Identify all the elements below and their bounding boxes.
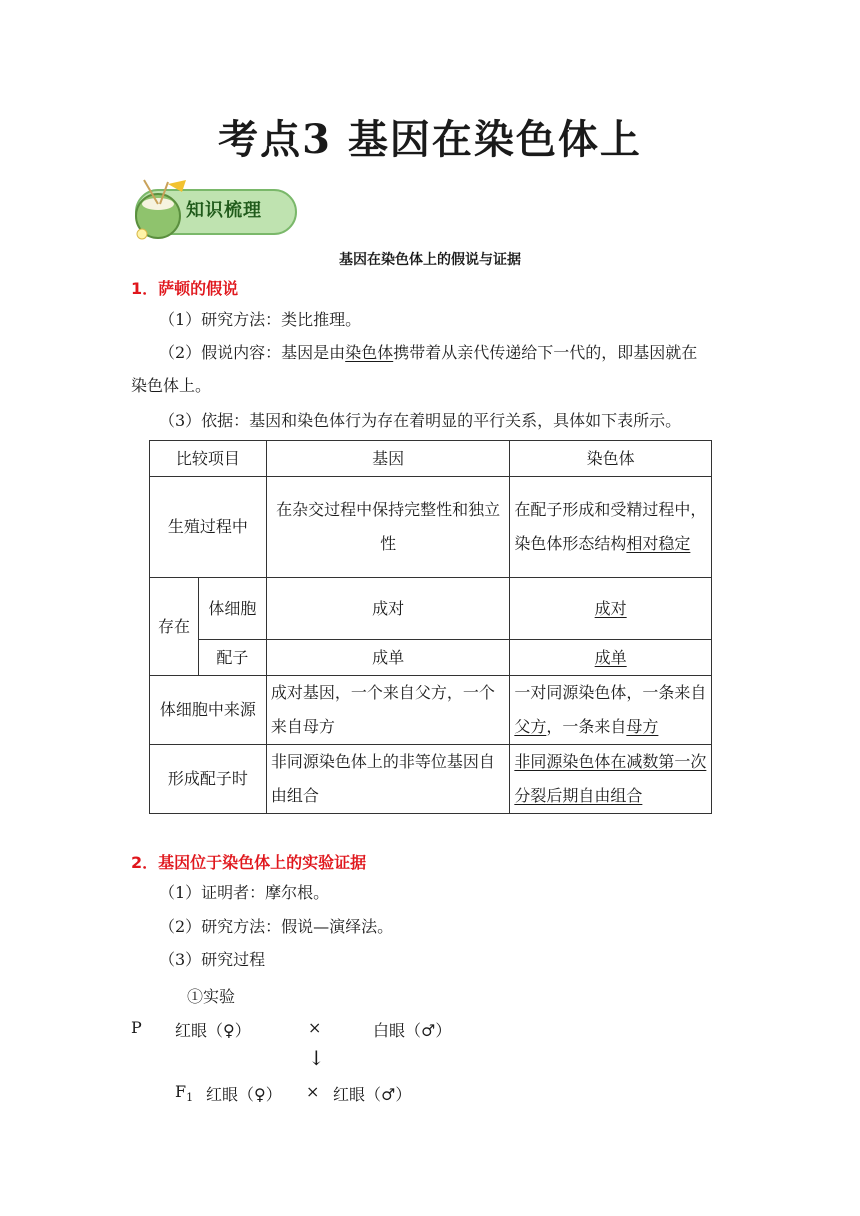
para-method: （1）研究方法：类比推理。 [159,310,362,329]
row-gamete-formation-gene: 非同源染色体上的非等位基因自由组合 [266,745,510,814]
table-row [150,676,712,745]
cross-arrow: ↓ [308,1046,325,1070]
row-reproduction-chromosome: 在配子形成和受精过程中，染色体形态结构相对稳定 [510,477,712,578]
para-hypothesis: （2）假说内容：基因是由染色体携带着从亲代传递给下一代的，即基因就在 [159,343,698,362]
row-origin-chromosome: 一对同源染色体，一条来自父方，一条来自母方 [510,676,712,745]
cross-p-label: P [131,1018,142,1037]
row-origin-gene: 成对基因，一个来自父方，一个来自母方 [266,676,510,745]
heading-evidence: 2．基因位于染色体上的实验证据 [131,853,367,872]
section-subtitle: 基因在染色体上的假说与证据 [339,252,521,268]
page-title: 考点3 基因在染色体上 [218,116,642,163]
table-row [150,441,712,477]
para-process: （3）研究过程 [159,950,266,969]
cross-f1-female: 红眼（♀） [206,1085,282,1104]
table-row [150,745,712,814]
header-gene: 基因 [266,441,510,477]
row-gamete-formation-chromosome: 非同源染色体在减数第一次分裂后期自由组合 [510,745,712,814]
row-somatic-label: 体细胞 [198,578,266,640]
row-somatic-chromosome: 成对 [510,578,712,640]
para-prover: （1）证明者：摩尔根。 [159,883,330,902]
cross-p-times: × [308,1018,322,1037]
row-origin-label: 体细胞中来源 [150,676,267,745]
cross-f1-times: × [306,1082,320,1101]
cross-p-male: 白眼（♂） [373,1021,452,1040]
para-experiment: ①实验 [187,987,236,1006]
row-reproduction-gene: 在杂交过程中保持完整性和独立性 [266,477,510,578]
cross-f1-male: 红眼（♂） [333,1085,412,1104]
row-gamete-label: 配子 [198,640,266,676]
row-gamete-formation-label: 形成配子时 [150,745,267,814]
badge-label: 知识梳理 [186,200,262,221]
para-method-2: （2）研究方法：假说—演绎法。 [159,917,394,936]
row-existence-label: 存在 [150,578,199,676]
header-item: 比较项目 [150,441,267,477]
cross-p-female: 红眼（♀） [175,1021,251,1040]
row-gamete-gene: 成单 [266,640,510,676]
row-reproduction-label: 生殖过程中 [150,477,267,578]
row-gamete-chromosome: 成单 [510,640,712,676]
row-somatic-gene: 成对 [266,578,510,640]
comparison-table [149,440,712,814]
para-basis: （3）依据：基因和染色体行为存在着明显的平行关系，具体如下表所示。 [159,411,682,430]
header-chromosome: 染色体 [510,441,712,477]
para-hypothesis-cont: 染色体上。 [131,376,212,395]
flower-icon [137,229,147,239]
table-row [150,640,712,676]
table-row [150,477,712,578]
table-row [150,578,712,640]
cross-f1-label: $F_1$ [175,1082,194,1105]
heading-sutton: 1．萨顿的假说 [131,279,239,298]
